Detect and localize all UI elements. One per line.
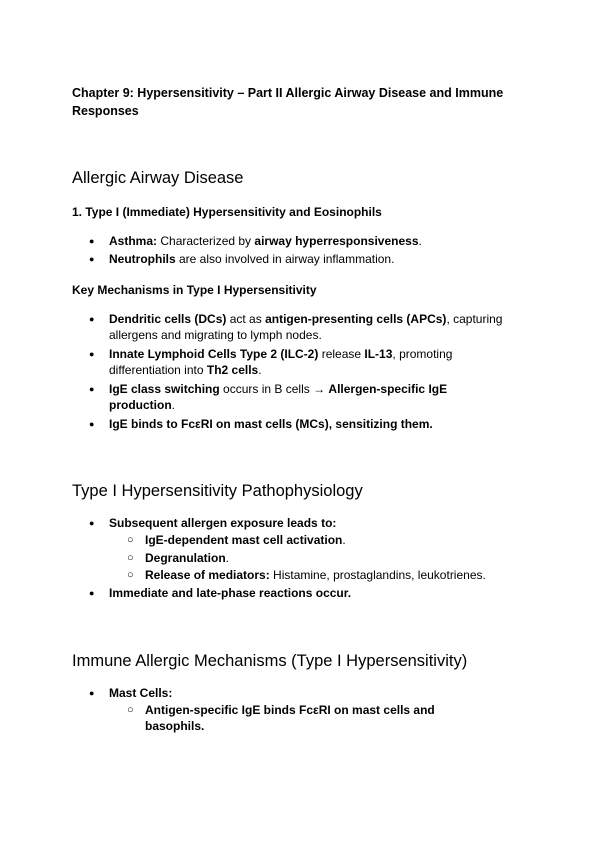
list-item-ige-binds-fceri: IgE binds to FcεRI on mast cells (MCs), sensitizing them. — [109, 417, 433, 431]
list-item-ilc2: Innate Lymphoid Cells Type 2 (ILC-2) release IL-13, promoting differentiation into Th2 cells. — [109, 347, 453, 377]
bullet-icon: ● — [89, 314, 95, 324]
bullet-icon: ● — [89, 236, 95, 246]
circle-bullet-icon: ○ — [127, 534, 134, 546]
circle-bullet-icon: ○ — [127, 552, 134, 564]
list-item-asthma: Asthma: Characterized by airway hyperresponsiveness. — [109, 234, 422, 248]
bullet-icon: ● — [89, 588, 95, 598]
circle-bullet-icon: ○ — [127, 569, 134, 581]
list-item-neutrophils: Neutrophils are also involved in airway inflammation. — [109, 252, 395, 266]
subheading-key-mechanisms: Key Mechanisms in Type I Hypersensitivity — [72, 283, 317, 297]
list-item-dendritic-cells: Dendritic cells (DCs) act as antigen-presenting cells (APCs), capturing allergens and migrating to lymph nodes. — [109, 312, 503, 342]
sublist-item-release-mediators: Release of mediators: Histamine, prostaglandins, leukotrienes. — [145, 568, 486, 582]
bullet-icon: ● — [89, 688, 95, 698]
list-item-ige-class-switching: IgE class switching occurs in B cells → Allergen-specific IgE production. — [109, 382, 448, 412]
bullet-icon: ● — [89, 349, 95, 359]
bullet-icon: ● — [89, 518, 95, 528]
bullet-icon: ● — [89, 419, 95, 429]
subheading-type1-eosinophils: 1. Type I (Immediate) Hypersensitivity and Eosinophils — [72, 205, 382, 219]
sublist-item-mast-cell-activation: IgE-dependent mast cell activation. — [145, 533, 346, 547]
list-item-subsequent-exposure: Subsequent allergen exposure leads to: — [109, 516, 337, 530]
bullet-icon: ● — [89, 254, 95, 264]
section-heading-pathophysiology: Type I Hypersensitivity Pathophysiology — [72, 482, 363, 500]
list-item-mast-cells: Mast Cells: — [109, 686, 173, 700]
section-heading-allergic-airway-disease: Allergic Airway Disease — [72, 169, 244, 187]
list-item-immediate-late-phase: Immediate and late-phase reactions occur. — [109, 586, 352, 600]
sublist-item-antigen-specific-ige: Antigen-specific IgE binds FcεRI on mast cells and basophils. — [145, 703, 435, 733]
circle-bullet-icon: ○ — [127, 704, 134, 716]
sublist-item-degranulation: Degranulation. — [145, 551, 230, 565]
chapter-title: Chapter 9: Hypersensitivity – Part II Allergic Airway Disease and Immune Responses — [72, 86, 504, 118]
section-heading-immune-allergic-mechanisms: Immune Allergic Mechanisms (Type I Hypersensitivity) — [72, 652, 468, 670]
bullet-icon: ● — [89, 384, 95, 394]
